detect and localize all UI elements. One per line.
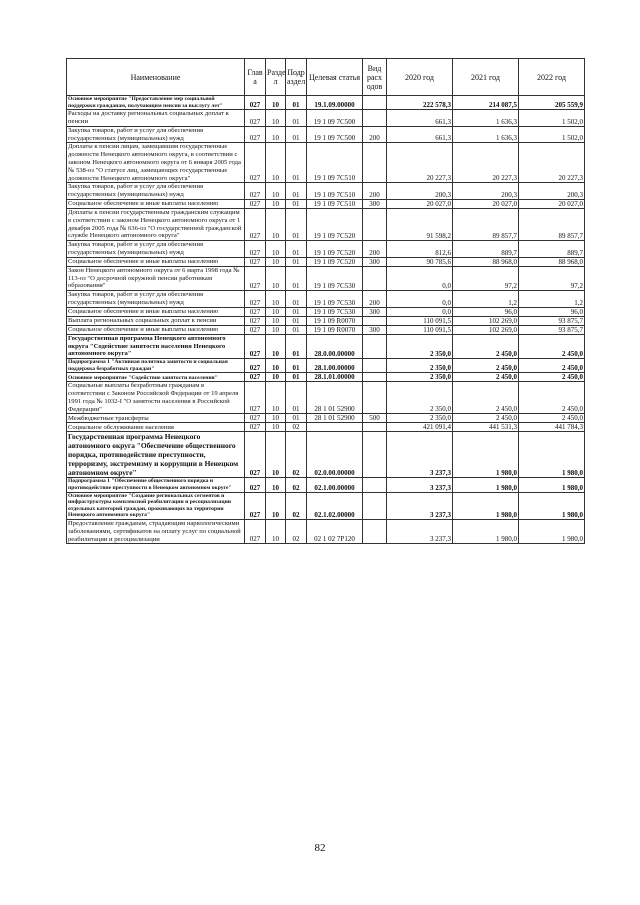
row-exptype [363, 208, 387, 240]
table-row [67, 382, 585, 414]
row-2020: 91 598,2 [387, 208, 453, 240]
row-2020: 2 350,0 [387, 414, 453, 423]
row-2021: 89 857,7 [453, 208, 519, 240]
table-header-row [67, 59, 585, 96]
row-section: 10 [266, 325, 286, 334]
row-chapter: 027 [245, 373, 266, 382]
row-2021: 97,2 [453, 266, 519, 290]
row-2022: 93 875,7 [519, 325, 585, 334]
row-section: 10 [266, 208, 286, 240]
row-2022: 2 450,0 [519, 414, 585, 423]
row-2020: 20 027,0 [387, 199, 453, 208]
table-row [67, 334, 585, 358]
row-subsection: 01 [286, 126, 307, 143]
row-2021: 2 450,0 [453, 334, 519, 358]
row-exptype [363, 423, 387, 432]
row-target: 19 1 09 7С510 [307, 143, 363, 183]
row-2021: 88 968,0 [453, 257, 519, 266]
table-row [67, 126, 585, 143]
row-target: 19 1 09 7С500 [307, 110, 363, 127]
row-2020: 20 227,3 [387, 143, 453, 183]
row-2020: 661,3 [387, 110, 453, 127]
row-subsection: 01 [286, 291, 307, 308]
row-name: Социальное обеспечение и иные выплаты населению [67, 307, 245, 316]
row-chapter: 027 [245, 359, 266, 373]
col-header-subsection: Подр аздел [286, 59, 307, 96]
row-2020: 110 091,5 [387, 325, 453, 334]
row-2020: 110 091,5 [387, 316, 453, 325]
row-subsection: 01 [286, 307, 307, 316]
row-exptype [363, 432, 387, 478]
row-2022: 2 450,0 [519, 359, 585, 373]
row-name: Социальные выплаты безработным гражданам в соответствии с Законом Российской Федерации от 19 апреля 1991 года № 1032-I "О занятости населения в Российской Федерации" [67, 382, 245, 414]
row-section: 10 [266, 359, 286, 373]
row-2021: 2 450,0 [453, 359, 519, 373]
row-2022: 1 502,0 [519, 126, 585, 143]
row-exptype: 500 [363, 414, 387, 423]
row-chapter: 027 [245, 520, 266, 544]
row-2020: 3 237,3 [387, 520, 453, 544]
row-chapter: 027 [245, 126, 266, 143]
row-chapter: 027 [245, 266, 266, 290]
row-section: 10 [266, 199, 286, 208]
table-row [67, 199, 585, 208]
row-2021: 20 227,3 [453, 143, 519, 183]
row-exptype: 200 [363, 291, 387, 308]
table-row [67, 373, 585, 382]
row-subsection: 02 [286, 423, 307, 432]
row-exptype [363, 520, 387, 544]
row-name: Социальное обслуживание населения [67, 423, 245, 432]
row-2021: 1 636,3 [453, 126, 519, 143]
row-2022: 2 450,0 [519, 334, 585, 358]
row-section: 10 [266, 492, 286, 519]
row-subsection: 01 [286, 266, 307, 290]
row-2020: 812,6 [387, 241, 453, 258]
row-name: Государственная программа Ненецкого автономного округа "Содействие занятости населения Ненецкого автономного округа" [67, 334, 245, 358]
table-row [67, 478, 585, 492]
row-2020: 3 237,3 [387, 492, 453, 519]
row-target: 28 1 01 52900 [307, 414, 363, 423]
row-2021: 1 980,0 [453, 520, 519, 544]
row-chapter: 027 [245, 414, 266, 423]
row-section: 10 [266, 414, 286, 423]
row-2021: 96,0 [453, 307, 519, 316]
table-row [67, 423, 585, 432]
row-target: 19 1 09 R0070 [307, 325, 363, 334]
row-subsection: 01 [286, 241, 307, 258]
col-header-name: Наименование [67, 59, 245, 96]
row-name: Закупка товаров, работ и услуг для обеспечения государственных (муниципальных) нужд [67, 241, 245, 258]
col-header-2022: 2022 год [519, 59, 585, 96]
row-target: 02.0.00.00000 [307, 432, 363, 478]
row-exptype: 200 [363, 241, 387, 258]
row-2020: 3 237,3 [387, 478, 453, 492]
row-chapter: 027 [245, 382, 266, 414]
row-section: 10 [266, 257, 286, 266]
row-section: 10 [266, 316, 286, 325]
row-name: Основное мероприятие "Содействие занятости населения" [67, 373, 245, 382]
row-2022: 1 980,0 [519, 520, 585, 544]
row-exptype [363, 266, 387, 290]
row-name: Социальное обеспечение и иные выплаты населению [67, 325, 245, 334]
row-name: Доплаты к пенсии лицам, замещавшим государственные должности Ненецкого автономного округа, в соответствии с законом Ненецкого автономного округа от 6 января 2005 года № 538-оз "О статусе лиц, замещающих государственные должности Ненецкого автономного округа" [67, 143, 245, 183]
row-target: 19 1 09 R0070 [307, 316, 363, 325]
table-row [67, 291, 585, 308]
row-2022: 200,3 [519, 183, 585, 200]
row-subsection: 01 [286, 373, 307, 382]
row-2020: 0,0 [387, 307, 453, 316]
row-2021: 102 269,0 [453, 325, 519, 334]
table-row [67, 520, 585, 544]
row-target: 02 1 02 7Р120 [307, 520, 363, 544]
row-exptype: 300 [363, 257, 387, 266]
row-exptype [363, 373, 387, 382]
row-2022: 1 980,0 [519, 492, 585, 519]
row-name: Предоставление гражданам, страдающим наркологическими заболеваниями, сертификатов на оплату услуг по социальной реабилитации и ресоциализации [67, 520, 245, 544]
row-2021: 1,2 [453, 291, 519, 308]
row-section: 10 [266, 291, 286, 308]
col-header-chapter: Глав а [245, 59, 266, 96]
row-2020: 421 091,4 [387, 423, 453, 432]
row-exptype [363, 96, 387, 110]
row-2022: 1 502,0 [519, 110, 585, 127]
row-section: 10 [266, 266, 286, 290]
table-row [67, 492, 585, 519]
row-target: 02.1.00.00000 [307, 478, 363, 492]
row-2020: 200,3 [387, 183, 453, 200]
row-target: 19 1 09 7С530 [307, 307, 363, 316]
row-target: 19 1 09 7С510 [307, 183, 363, 200]
budget-table [66, 58, 585, 544]
row-section: 10 [266, 96, 286, 110]
table-row [67, 96, 585, 110]
row-name: Расходы на доставку региональных социальных доплат к пенсии [67, 110, 245, 127]
row-section: 10 [266, 520, 286, 544]
row-chapter: 027 [245, 208, 266, 240]
row-name: Выплата региональных социальных доплат к пенсии [67, 316, 245, 325]
row-2022: 1 980,0 [519, 478, 585, 492]
row-target: 19 1 09 7С530 [307, 291, 363, 308]
row-chapter: 027 [245, 334, 266, 358]
row-section: 10 [266, 382, 286, 414]
row-2022: 1,2 [519, 291, 585, 308]
row-chapter: 027 [245, 199, 266, 208]
row-target: 02.1.02.00000 [307, 492, 363, 519]
row-2021: 2 450,0 [453, 382, 519, 414]
row-target: 19.1.09.00000 [307, 96, 363, 110]
row-2020: 3 237,3 [387, 432, 453, 478]
row-exptype [363, 316, 387, 325]
row-exptype [363, 382, 387, 414]
row-chapter: 027 [245, 325, 266, 334]
row-subsection: 02 [286, 432, 307, 478]
row-section: 10 [266, 334, 286, 358]
row-section: 10 [266, 143, 286, 183]
row-subsection: 02 [286, 520, 307, 544]
col-header-target: Целевая статья [307, 59, 363, 96]
table-row [67, 257, 585, 266]
row-2021: 102 269,0 [453, 316, 519, 325]
row-subsection: 01 [286, 208, 307, 240]
row-2021: 1 636,3 [453, 110, 519, 127]
row-2020: 2 350,0 [387, 334, 453, 358]
row-target: 19 1 09 7С520 [307, 241, 363, 258]
row-subsection: 01 [286, 199, 307, 208]
row-subsection: 02 [286, 478, 307, 492]
row-section: 10 [266, 432, 286, 478]
row-exptype [363, 110, 387, 127]
row-exptype: 200 [363, 126, 387, 143]
row-2021: 214 087,5 [453, 96, 519, 110]
row-exptype [363, 359, 387, 373]
row-exptype [363, 334, 387, 358]
row-subsection: 01 [286, 257, 307, 266]
row-2021: 2 450,0 [453, 414, 519, 423]
col-header-section: Разде л [266, 59, 286, 96]
row-target: 19 1 09 7С500 [307, 126, 363, 143]
row-chapter: 027 [245, 478, 266, 492]
col-header-2021: 2021 год [453, 59, 519, 96]
row-2020: 222 578,3 [387, 96, 453, 110]
row-name: Основное мероприятие "Предоставление мер социальной поддержки гражданам, получающим пенсии за выслугу лет" [67, 96, 245, 110]
row-name: Подпрограмма 1 "Активная политика занятости и социальная поддержка безработных граждан" [67, 359, 245, 373]
row-2022: 205 559,9 [519, 96, 585, 110]
row-name: Закупка товаров, работ и услуг для обеспечения государственных (муниципальных) нужд [67, 126, 245, 143]
row-chapter: 027 [245, 423, 266, 432]
row-name: Доплаты к пенсии государственным гражданским служащим в соответствии с законом Ненецкого автономного округа от 1 декабря 2005 года № 636-оз "О государственной гражданской службе Ненецкого автономного округа" [67, 208, 245, 240]
row-subsection: 01 [286, 96, 307, 110]
row-2022: 88 968,0 [519, 257, 585, 266]
row-2020: 2 350,0 [387, 382, 453, 414]
row-section: 10 [266, 241, 286, 258]
row-2021: 1 980,0 [453, 478, 519, 492]
row-target: 19 1 09 7С520 [307, 208, 363, 240]
row-2022: 2 450,0 [519, 382, 585, 414]
table-row [67, 266, 585, 290]
row-subsection: 01 [286, 183, 307, 200]
row-chapter: 027 [245, 183, 266, 200]
table-row [67, 316, 585, 325]
table-row [67, 208, 585, 240]
row-chapter: 027 [245, 143, 266, 183]
row-2020: 0,0 [387, 291, 453, 308]
row-2022: 441 784,3 [519, 423, 585, 432]
row-2022: 1 980,0 [519, 432, 585, 478]
row-name: Государственная программа Ненецкого автономного округа "Обеспечение общественного порядка, противодействие преступности, терроризму, экстремизму и коррупции в Ненецком автономном округе" [67, 432, 245, 478]
row-2020: 661,3 [387, 126, 453, 143]
row-name: Закон Ненецкого автономного округа от 6 марта 1998 года № 113-оз "О досрочной окружной пенсии работникам образования" [67, 266, 245, 290]
row-2020: 0,0 [387, 266, 453, 290]
row-2022: 93 875,7 [519, 316, 585, 325]
row-2022: 96,0 [519, 307, 585, 316]
row-2021: 441 531,3 [453, 423, 519, 432]
row-target: 28.1.01.00000 [307, 373, 363, 382]
page-number: 82 [314, 842, 326, 854]
table-row [67, 241, 585, 258]
table-row [67, 325, 585, 334]
table-row [67, 183, 585, 200]
row-2020: 90 785,6 [387, 257, 453, 266]
row-chapter: 027 [245, 110, 266, 127]
row-2021: 2 450,0 [453, 373, 519, 382]
row-2022: 97,2 [519, 266, 585, 290]
row-exptype: 300 [363, 325, 387, 334]
table-row [67, 414, 585, 423]
col-header-2020: 2020 год [387, 59, 453, 96]
row-subsection: 02 [286, 492, 307, 519]
table-row [67, 110, 585, 127]
row-target [307, 423, 363, 432]
row-chapter: 027 [245, 316, 266, 325]
row-subsection: 01 [286, 382, 307, 414]
row-2021: 889,7 [453, 241, 519, 258]
table-row [67, 432, 585, 478]
table-row [67, 359, 585, 373]
row-section: 10 [266, 478, 286, 492]
row-section: 10 [266, 423, 286, 432]
row-subsection: 01 [286, 414, 307, 423]
row-exptype [363, 478, 387, 492]
table-row [67, 143, 585, 183]
row-2021: 200,3 [453, 183, 519, 200]
row-name: Основное мероприятие "Создание региональных сегментов и инфраструктуры комплексной реабилитации и ресоциализации отдельных категорий граждан, проживающих на территории Ненецкого автономного округа" [67, 492, 245, 519]
budget-table-container [66, 58, 584, 544]
row-name: Межбюджетные трансферты [67, 414, 245, 423]
row-section: 10 [266, 183, 286, 200]
row-chapter: 027 [245, 307, 266, 316]
row-2022: 20 027,0 [519, 199, 585, 208]
row-name: Социальное обеспечение и иные выплаты населению [67, 257, 245, 266]
row-chapter: 027 [245, 241, 266, 258]
col-header-exptype: Вид расх одов [363, 59, 387, 96]
row-target: 28.1.00.00000 [307, 359, 363, 373]
row-exptype [363, 143, 387, 183]
row-chapter: 027 [245, 257, 266, 266]
row-2022: 20 227,3 [519, 143, 585, 183]
row-subsection: 01 [286, 325, 307, 334]
row-target: 19 1 09 7С520 [307, 257, 363, 266]
row-subsection: 01 [286, 334, 307, 358]
row-exptype [363, 492, 387, 519]
row-chapter: 027 [245, 291, 266, 308]
row-exptype: 300 [363, 199, 387, 208]
row-2021: 1 980,0 [453, 432, 519, 478]
row-2021: 20 027,0 [453, 199, 519, 208]
row-name: Социальное обеспечение и иные выплаты населению [67, 199, 245, 208]
row-subsection: 01 [286, 110, 307, 127]
row-2020: 2 350,0 [387, 373, 453, 382]
row-target: 19 1 09 7С530 [307, 266, 363, 290]
row-subsection: 01 [286, 316, 307, 325]
row-section: 10 [266, 373, 286, 382]
row-2022: 889,7 [519, 241, 585, 258]
row-2022: 2 450,0 [519, 373, 585, 382]
row-chapter: 027 [245, 492, 266, 519]
row-chapter: 027 [245, 432, 266, 478]
row-target: 28 1 01 52900 [307, 382, 363, 414]
row-subsection: 01 [286, 143, 307, 183]
row-section: 10 [266, 110, 286, 127]
table-row [67, 307, 585, 316]
row-section: 10 [266, 307, 286, 316]
row-name: Подпрограмма 1 "Обеспечение общественного порядка и противодействие преступности в Ненецком автономном округе" [67, 478, 245, 492]
row-target: 28.0.00.00000 [307, 334, 363, 358]
row-name: Закупка товаров, работ и услуг для обеспечения государственных (муниципальных) нужд [67, 291, 245, 308]
row-2020: 2 350,0 [387, 359, 453, 373]
row-section: 10 [266, 126, 286, 143]
row-2021: 1 980,0 [453, 492, 519, 519]
row-exptype: 200 [363, 183, 387, 200]
row-target: 19 1 09 7С510 [307, 199, 363, 208]
row-chapter: 027 [245, 96, 266, 110]
row-subsection: 01 [286, 359, 307, 373]
row-2022: 89 857,7 [519, 208, 585, 240]
row-exptype: 300 [363, 307, 387, 316]
row-name: Закупка товаров, работ и услуг для обеспечения государственных (муниципальных) нужд [67, 183, 245, 200]
